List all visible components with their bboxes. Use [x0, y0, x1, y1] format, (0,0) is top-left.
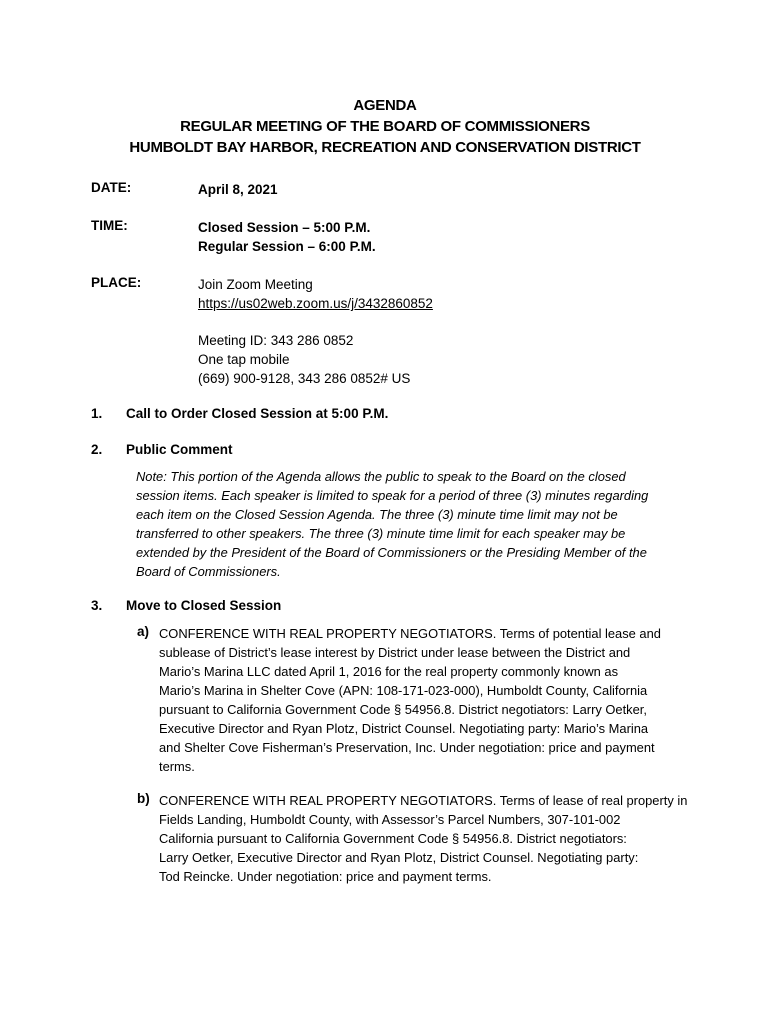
time-regular-session: Regular Session – 6:00 P.M. [198, 239, 376, 254]
note-line: extended by the President of the Board of Commissioners or the Presiding Member of the [136, 545, 647, 560]
subitem-line: Fields Landing, Humboldt County, with Assessor’s Parcel Numbers, 307-101-002 [159, 812, 621, 827]
meeting-id: Meeting ID: 343 286 0852 [198, 333, 354, 348]
subitem-line: pursuant to California Government Code § 54956.8. District negotiators: Larry Oetker, [159, 702, 647, 717]
subitem-line: Tod Reincke. Under negotiation: price and payment terms. [159, 869, 492, 884]
note-line: each item on the Closed Session Agenda. The three (3) minute time limit may not be [136, 507, 618, 522]
public-comment-note [136, 467, 664, 581]
item-2-number: 2. [91, 442, 103, 457]
subitem-b-text [159, 791, 688, 886]
subitem-a-letter: a) [137, 624, 150, 639]
note-line: transferred to other speakers. The three (3) minute time limit for each speaker may be [136, 526, 626, 541]
zoom-meeting-link[interactable]: https://us02web.zoom.us/j/3432860852 [198, 296, 433, 311]
note-line: session items. Each speaker is limited to speak for a period of three (3) minutes regarding [136, 488, 649, 503]
date-value: April 8, 2021 [198, 182, 278, 197]
subitem-line: Mario’s Marina LLC dated April 1, 2016 for the real property commonly known as [159, 664, 619, 679]
item-1-number: 1. [91, 406, 103, 421]
date-label: DATE: [91, 180, 132, 195]
header-district: HUMBOLDT BAY HARBOR, RECREATION AND CONSERVATION DISTRICT [129, 139, 641, 156]
place-label: PLACE: [91, 275, 142, 290]
zoom-join-text: Join Zoom Meeting [198, 277, 313, 292]
phone-number: (669) 900-9128, 343 286 0852# US [198, 371, 411, 386]
time-values [198, 218, 376, 256]
header-title: AGENDA [353, 97, 417, 114]
agenda-header [0, 95, 770, 158]
subitem-line: Mario’s Marina in Shelter Cove (APN: 108-171-023-000), Humboldt County, California [159, 683, 648, 698]
place-values [198, 275, 433, 313]
subitem-line: California pursuant to California Government Code § 54956.8. District negotiators: [159, 831, 627, 846]
subitem-line: sublease of District’s lease interest by District under lease between the District and [159, 645, 631, 660]
item-2-title: Public Comment [126, 442, 233, 457]
note-line: Board of Commissioners. [136, 564, 281, 579]
item-1-title: Call to Order Closed Session at 5:00 P.M. [126, 406, 389, 421]
subitem-line: CONFERENCE WITH REAL PROPERTY NEGOTIATORS. Terms of potential lease and [159, 626, 661, 641]
dial-in-info [198, 331, 410, 388]
subitem-line: terms. [159, 759, 195, 774]
one-tap-mobile: One tap mobile [198, 352, 290, 367]
time-closed-session: Closed Session – 5:00 P.M. [198, 220, 371, 235]
item-3-number: 3. [91, 598, 103, 613]
subitem-line: Executive Director and Ryan Plotz, District Counsel. Negotiating party: Mario’s Marina [159, 721, 649, 736]
subitem-line: Larry Oetker, Executive Director and Ryan Plotz, District Counsel. Negotiating party: [159, 850, 639, 865]
header-meeting: REGULAR MEETING OF THE BOARD OF COMMISSIONERS [180, 118, 590, 135]
item-3-title: Move to Closed Session [126, 598, 282, 613]
subitem-line: and Shelter Cove Fisherman’s Preservation, Inc. Under negotiation: price and payment [159, 740, 655, 755]
subitem-a-text [159, 624, 679, 776]
note-line: Note: This portion of the Agenda allows the public to speak to the Board on the closed [136, 469, 626, 484]
subitem-b-letter: b) [137, 791, 150, 806]
time-label: TIME: [91, 218, 128, 233]
subitem-line: CONFERENCE WITH REAL PROPERTY NEGOTIATORS. Terms of lease of real property in [159, 793, 688, 808]
